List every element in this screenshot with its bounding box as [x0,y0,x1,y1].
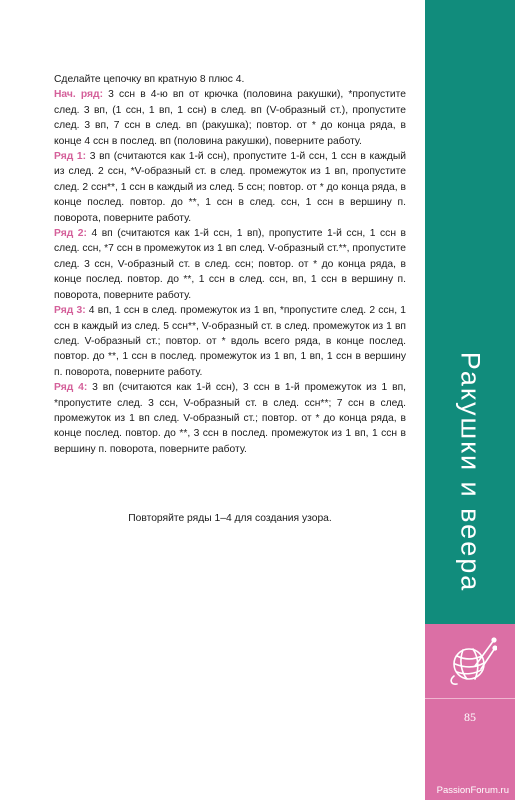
intro-text: Сделайте цепочку вп кратную 8 плюс 4. [54,74,245,85]
intro-paragraph [54,72,406,87]
row-paragraph [54,303,406,380]
section-title: Ракушки и веера [455,351,486,593]
row-paragraph [54,226,406,303]
row-paragraph [54,380,406,457]
yarn-ball-with-needles-icon [445,636,497,688]
watermark: PassionForum.ru [436,785,509,796]
instructions-column [54,72,406,457]
row-text-2: 4 вп (считаются как 1-й ссн, 1 вп), пропустите 1-й ссн, 1 ссн в след. ссн, *7 ссн в промежуток из 1 вп след. V-образный ст.**, пропустите след. 3 ссн, V-образный ст. в след. ссн; повтор. от * до конца ряда, в конце послед. повтор. до **, 1 ссн в след. ссн, вп, 1 ссн в вершину п. поворота, поверните работу. [54,228,406,301]
side-band [425,0,515,800]
row-label-start: Нач. ряд: [54,89,104,101]
row-text-4: 3 вп (считаются как 1-й ссн), 3 ссн в 1-й промежуток из 1 вп, *пропустите след. 3 ссн, V-образный ст. в след. ссн**; 7 ссн в след. промежуток из 1 вп след. V-образный ст.; повтор. от * до конца ряда, в конце послед. повтор. до **, 3 ссн в послед. промежуток из 1 вп, 1 ссн в вершину п. поворота, поверните работу. [54,382,407,455]
side-band-divider [425,698,515,699]
row-label-4: Ряд 4: [54,382,88,394]
row-text-start: 3 ссн в 4-ю вп от крючка (половина ракушки), *пропустите след. 3 вп, (1 ссн, 1 вп, 1 ссн) в след. вп (V-образный ст.), пропустите след. 3 вп, 7 ссн в след. вп (ракушка); повтор. от * до конца ряда, в конце 4 ссн в послед. вп (половина ракушки), поверните работу. [54,89,407,147]
page-number: 85 [464,710,476,724]
row-paragraph [54,149,406,226]
row-text-1: 3 вп (считаются как 1-й ссн), пропустите 1-й ссн, 1 ссн в каждый из след. 2 ссн, *V-образный ст. в след. промежуток из 1 вп, пропустите след. 2 ссн**, 1 ссн в каждый из след. 5 ссн; повтор. от * до конца ряда, в конце послед. повтор. до **, 1 ссн в след. ссн, 1 ссн в вершину п. поворота, поверните работу. [54,151,406,224]
row-label-2: Ряд 2: [54,228,87,240]
row-paragraph [54,87,406,149]
row-label-1: Ряд 1: [54,151,87,163]
row-label-3: Ряд 3: [54,305,86,317]
row-text-3: 4 вп, 1 ссн в след. промежуток из 1 вп, *пропустите след. 2 ссн, 1 ссн в каждый из след. 5 ссн**, V-образный ст. в след. промежуток из 1 вп след. V-образный ст.; повтор. от * вдоль всего ряда, в конце послед. повтор. до **, 1 ссн в послед. промежуток из 1 вп, 1 вп, 1 ссн в вершину п. поворота, поверните работу. [54,305,406,378]
repeat-note: Повторяйте ряды 1–4 для создания узора. [128,513,332,524]
